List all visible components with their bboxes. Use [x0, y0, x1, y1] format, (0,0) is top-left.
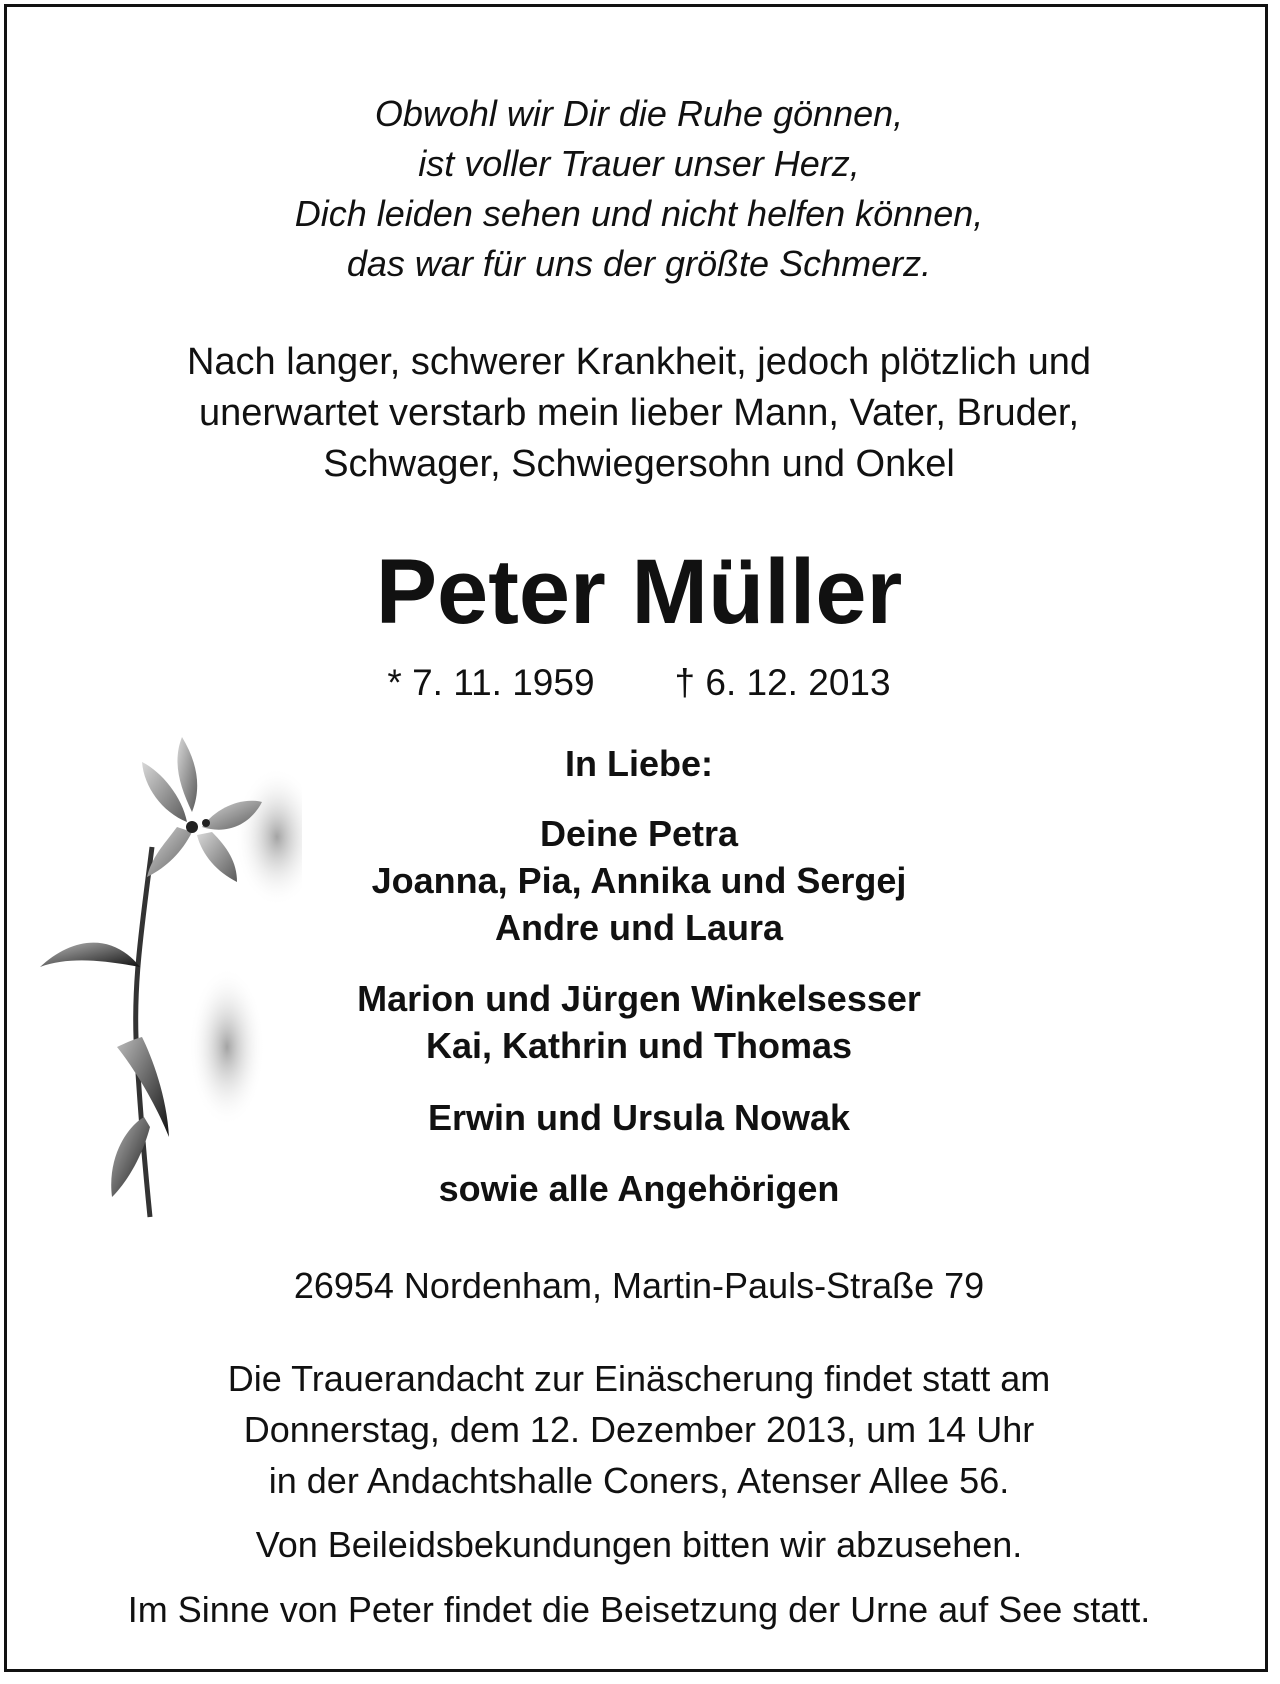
family-member: Erwin und Ursula Nowak — [427, 1097, 851, 1138]
love-heading: In Liebe: — [564, 743, 713, 784]
family-member: Kai, Kathrin und Thomas — [425, 1025, 853, 1066]
birth-date: * 7. 11. 1959 — [387, 662, 595, 703]
death-date: † 6. 12. 2013 — [674, 662, 891, 703]
service-line: Die Trauerandacht zur Einäscherung findet statt am — [227, 1358, 1051, 1399]
family-member: Andre und Laura — [494, 907, 784, 948]
service-line: Donnerstag, dem 12. Dezember 2013, um 14 Uhr — [243, 1409, 1035, 1450]
poem-line: das war für uns der größte Schmerz. — [346, 243, 932, 284]
deceased-name: Peter Müller — [375, 541, 903, 643]
address: 26954 Nordenham, Martin-Pauls-Straße 79 — [293, 1265, 985, 1306]
poem-line: Dich leiden sehen und nicht helfen können, — [294, 193, 984, 234]
family-member: Marion und Jürgen Winkelsesser — [357, 978, 921, 1019]
condolence-note: Von Beileidsbekundungen bitten wir abzusehen. — [255, 1524, 1023, 1565]
life-dates — [7, 661, 1271, 705]
service-line: in der Andachtshalle Coners, Atenser Allee 56. — [268, 1460, 1010, 1501]
poem-verse — [7, 89, 1271, 289]
burial-note: Im Sinne von Peter findet die Beisetzung der Urne auf See statt. — [127, 1589, 1151, 1630]
family-member: Joanna, Pia, Annika und Sergej — [371, 860, 907, 901]
family-group — [7, 810, 1271, 951]
obituary-notice — [4, 4, 1268, 1672]
service-info — [7, 1353, 1271, 1506]
poem-line: ist voller Trauer unser Herz, — [418, 143, 860, 184]
intro-line: Nach langer, schwerer Krankheit, jedoch plötzlich und — [186, 341, 1092, 383]
family-member: sowie alle Angehörigen — [438, 1168, 840, 1209]
intro-line: unerwartet verstarb mein lieber Mann, Vater, Bruder, — [198, 392, 1080, 434]
intro-text — [7, 337, 1271, 490]
poem-line: Obwohl wir Dir die Ruhe gönnen, — [374, 93, 904, 134]
family-member: Deine Petra — [539, 813, 739, 854]
intro-line: Schwager, Schwiegersohn und Onkel — [323, 443, 955, 485]
family-group — [7, 975, 1271, 1069]
